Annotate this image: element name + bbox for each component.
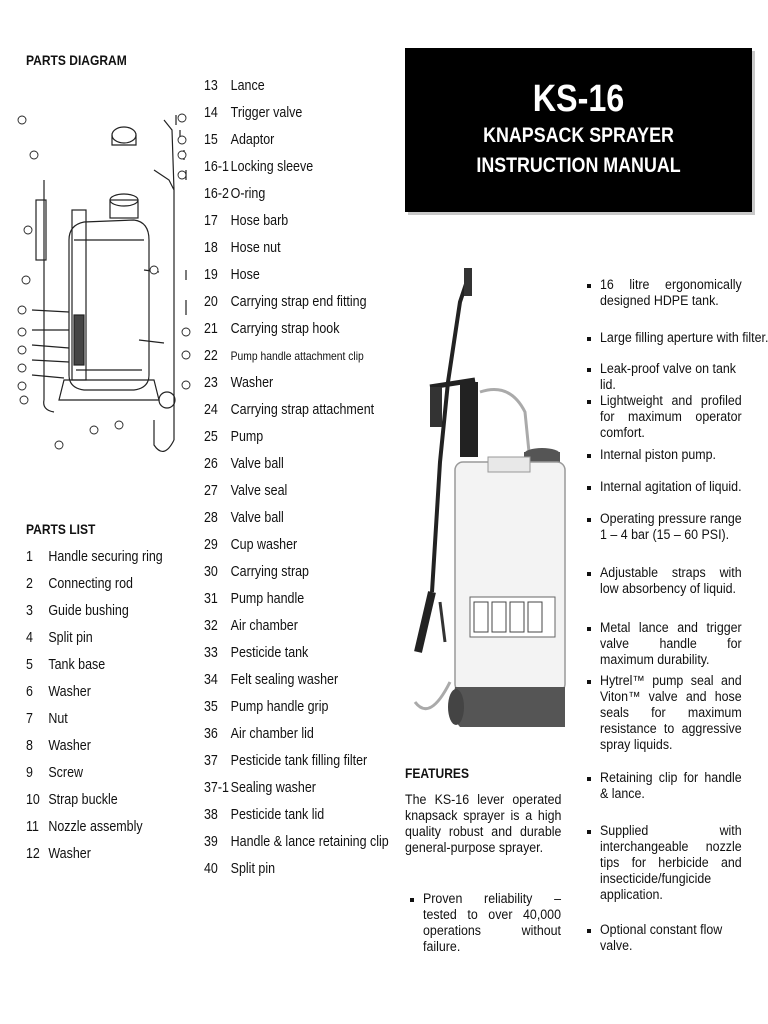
- list-item: 8 Washer: [26, 738, 91, 754]
- list-item: Retaining clip for handle & lance.: [600, 770, 742, 801]
- list-item: 27 Valve seal: [204, 483, 288, 499]
- list-item: Supplied with interchangeable nozzle tips for herbicide and insecticide/fungicide application.: [600, 823, 742, 902]
- list-item: Internal agitation of liquid.: [600, 479, 742, 494]
- bullet-marker: [587, 368, 591, 372]
- bullet-marker: [587, 518, 591, 522]
- bullet-marker: [587, 680, 591, 684]
- list-item: 30 Carrying strap: [204, 564, 309, 580]
- list-item: 19 Hose: [204, 267, 260, 283]
- list-item: 10 Strap buckle: [26, 792, 118, 808]
- features-bullet-item: Proven reliability – tested to over 40,000 operations without failure.: [423, 891, 561, 954]
- list-item: 40 Split pin: [204, 861, 276, 877]
- sprayer-product-image: [400, 262, 580, 734]
- bullet-marker: [587, 454, 591, 458]
- list-item: 5 Tank base: [26, 657, 106, 673]
- list-item: Internal piston pump.: [600, 447, 716, 462]
- list-item: 12 Washer: [26, 846, 91, 862]
- list-item: 24 Carrying strap attachment: [204, 402, 375, 418]
- list-item: Leak-proof valve on tank lid.: [600, 361, 737, 392]
- parts-list-heading: PARTS LIST: [26, 521, 96, 537]
- list-item: 26 Valve ball: [204, 456, 284, 472]
- list-item: 32 Air chamber: [204, 618, 298, 634]
- list-item: Large filling aperture with filter.: [600, 330, 768, 345]
- list-item: 22 Pump handle attachment clip: [204, 348, 364, 364]
- bullet-marker: [410, 898, 414, 902]
- features-description: The KS-16 lever operated knapsack sprayer is a high quality robust and durable general-purpose sprayer.: [405, 792, 562, 855]
- list-item: 18 Hose nut: [204, 240, 281, 256]
- list-item: 23 Washer: [204, 375, 274, 391]
- list-item: 35 Pump handle grip: [204, 699, 329, 715]
- bullet-marker: [587, 572, 591, 576]
- list-item: 29 Cup washer: [204, 537, 298, 553]
- list-item: 3 Guide bushing: [26, 603, 129, 619]
- list-item: 14 Trigger valve: [204, 105, 303, 121]
- bullet-marker: [587, 337, 591, 341]
- list-item: Lightweight and profiled for maximum operator comfort.: [600, 393, 742, 440]
- bullet-marker: [587, 400, 591, 404]
- list-item: Metal lance and trigger valve handle for maximum durability.: [600, 620, 742, 667]
- bullet-marker: [587, 929, 591, 933]
- list-item: 16 litre ergonomically designed HDPE tank.: [600, 277, 742, 308]
- bullet-marker: [587, 486, 591, 490]
- list-item: 34 Felt sealing washer: [204, 672, 339, 688]
- list-item: 7 Nut: [26, 711, 68, 727]
- parts-exploded-diagram: [14, 100, 194, 465]
- list-item: 25 Pump: [204, 429, 264, 445]
- list-item: Adjustable straps with low absorbency of liquid.: [600, 565, 742, 596]
- list-item: 2 Connecting rod: [26, 576, 133, 592]
- list-item: 20 Carrying strap end fitting: [204, 294, 367, 310]
- list-item: 6 Washer: [26, 684, 91, 700]
- list-item: 31 Pump handle: [204, 591, 305, 607]
- list-item: 16-1 Locking sleeve: [204, 159, 314, 175]
- list-item: 38 Pesticide tank lid: [204, 807, 325, 823]
- list-item: 39 Handle & lance retaining clip: [204, 834, 389, 850]
- manual-subtitle: INSTRUCTION MANUAL: [476, 154, 681, 177]
- list-item: Optional constant flow valve.: [600, 922, 723, 953]
- bullet-marker: [587, 627, 591, 631]
- product-subtitle: KNAPSACK SPRAYER: [483, 124, 674, 147]
- list-item: 4 Split pin: [26, 630, 93, 646]
- list-item: Hytrel™ pump seal and Viton™ valve and hose seals for maximum resistance to aggressive spray liquids.: [600, 673, 742, 752]
- bullet-marker: [587, 830, 591, 834]
- list-item: 21 Carrying strap hook: [204, 321, 340, 337]
- bullet-marker: [587, 284, 591, 288]
- list-item: 17 Hose barb: [204, 213, 289, 229]
- bullet-marker: [587, 777, 591, 781]
- list-item: Operating pressure range 1 – 4 bar (15 – 60 PSI).: [600, 511, 742, 542]
- list-item: 37 Pesticide tank filling filter: [204, 753, 368, 769]
- parts-diagram-heading: PARTS DIAGRAM: [26, 52, 127, 68]
- list-item: 1 Handle securing ring: [26, 549, 163, 565]
- model-title: KS-16: [532, 78, 625, 120]
- title-banner: [405, 48, 752, 212]
- list-item: 13 Lance: [204, 78, 265, 94]
- list-item: 37-1 Sealing washer: [204, 780, 316, 796]
- features-heading: FEATURES: [405, 765, 470, 781]
- list-item: 16-2 O-ring: [204, 186, 266, 202]
- list-item: 36 Air chamber lid: [204, 726, 314, 742]
- list-item: 28 Valve ball: [204, 510, 284, 526]
- list-item: 9 Screw: [26, 765, 84, 781]
- list-item: 11 Nozzle assembly: [26, 819, 143, 835]
- list-item: 15 Adaptor: [204, 132, 275, 148]
- list-item: 33 Pesticide tank: [204, 645, 309, 661]
